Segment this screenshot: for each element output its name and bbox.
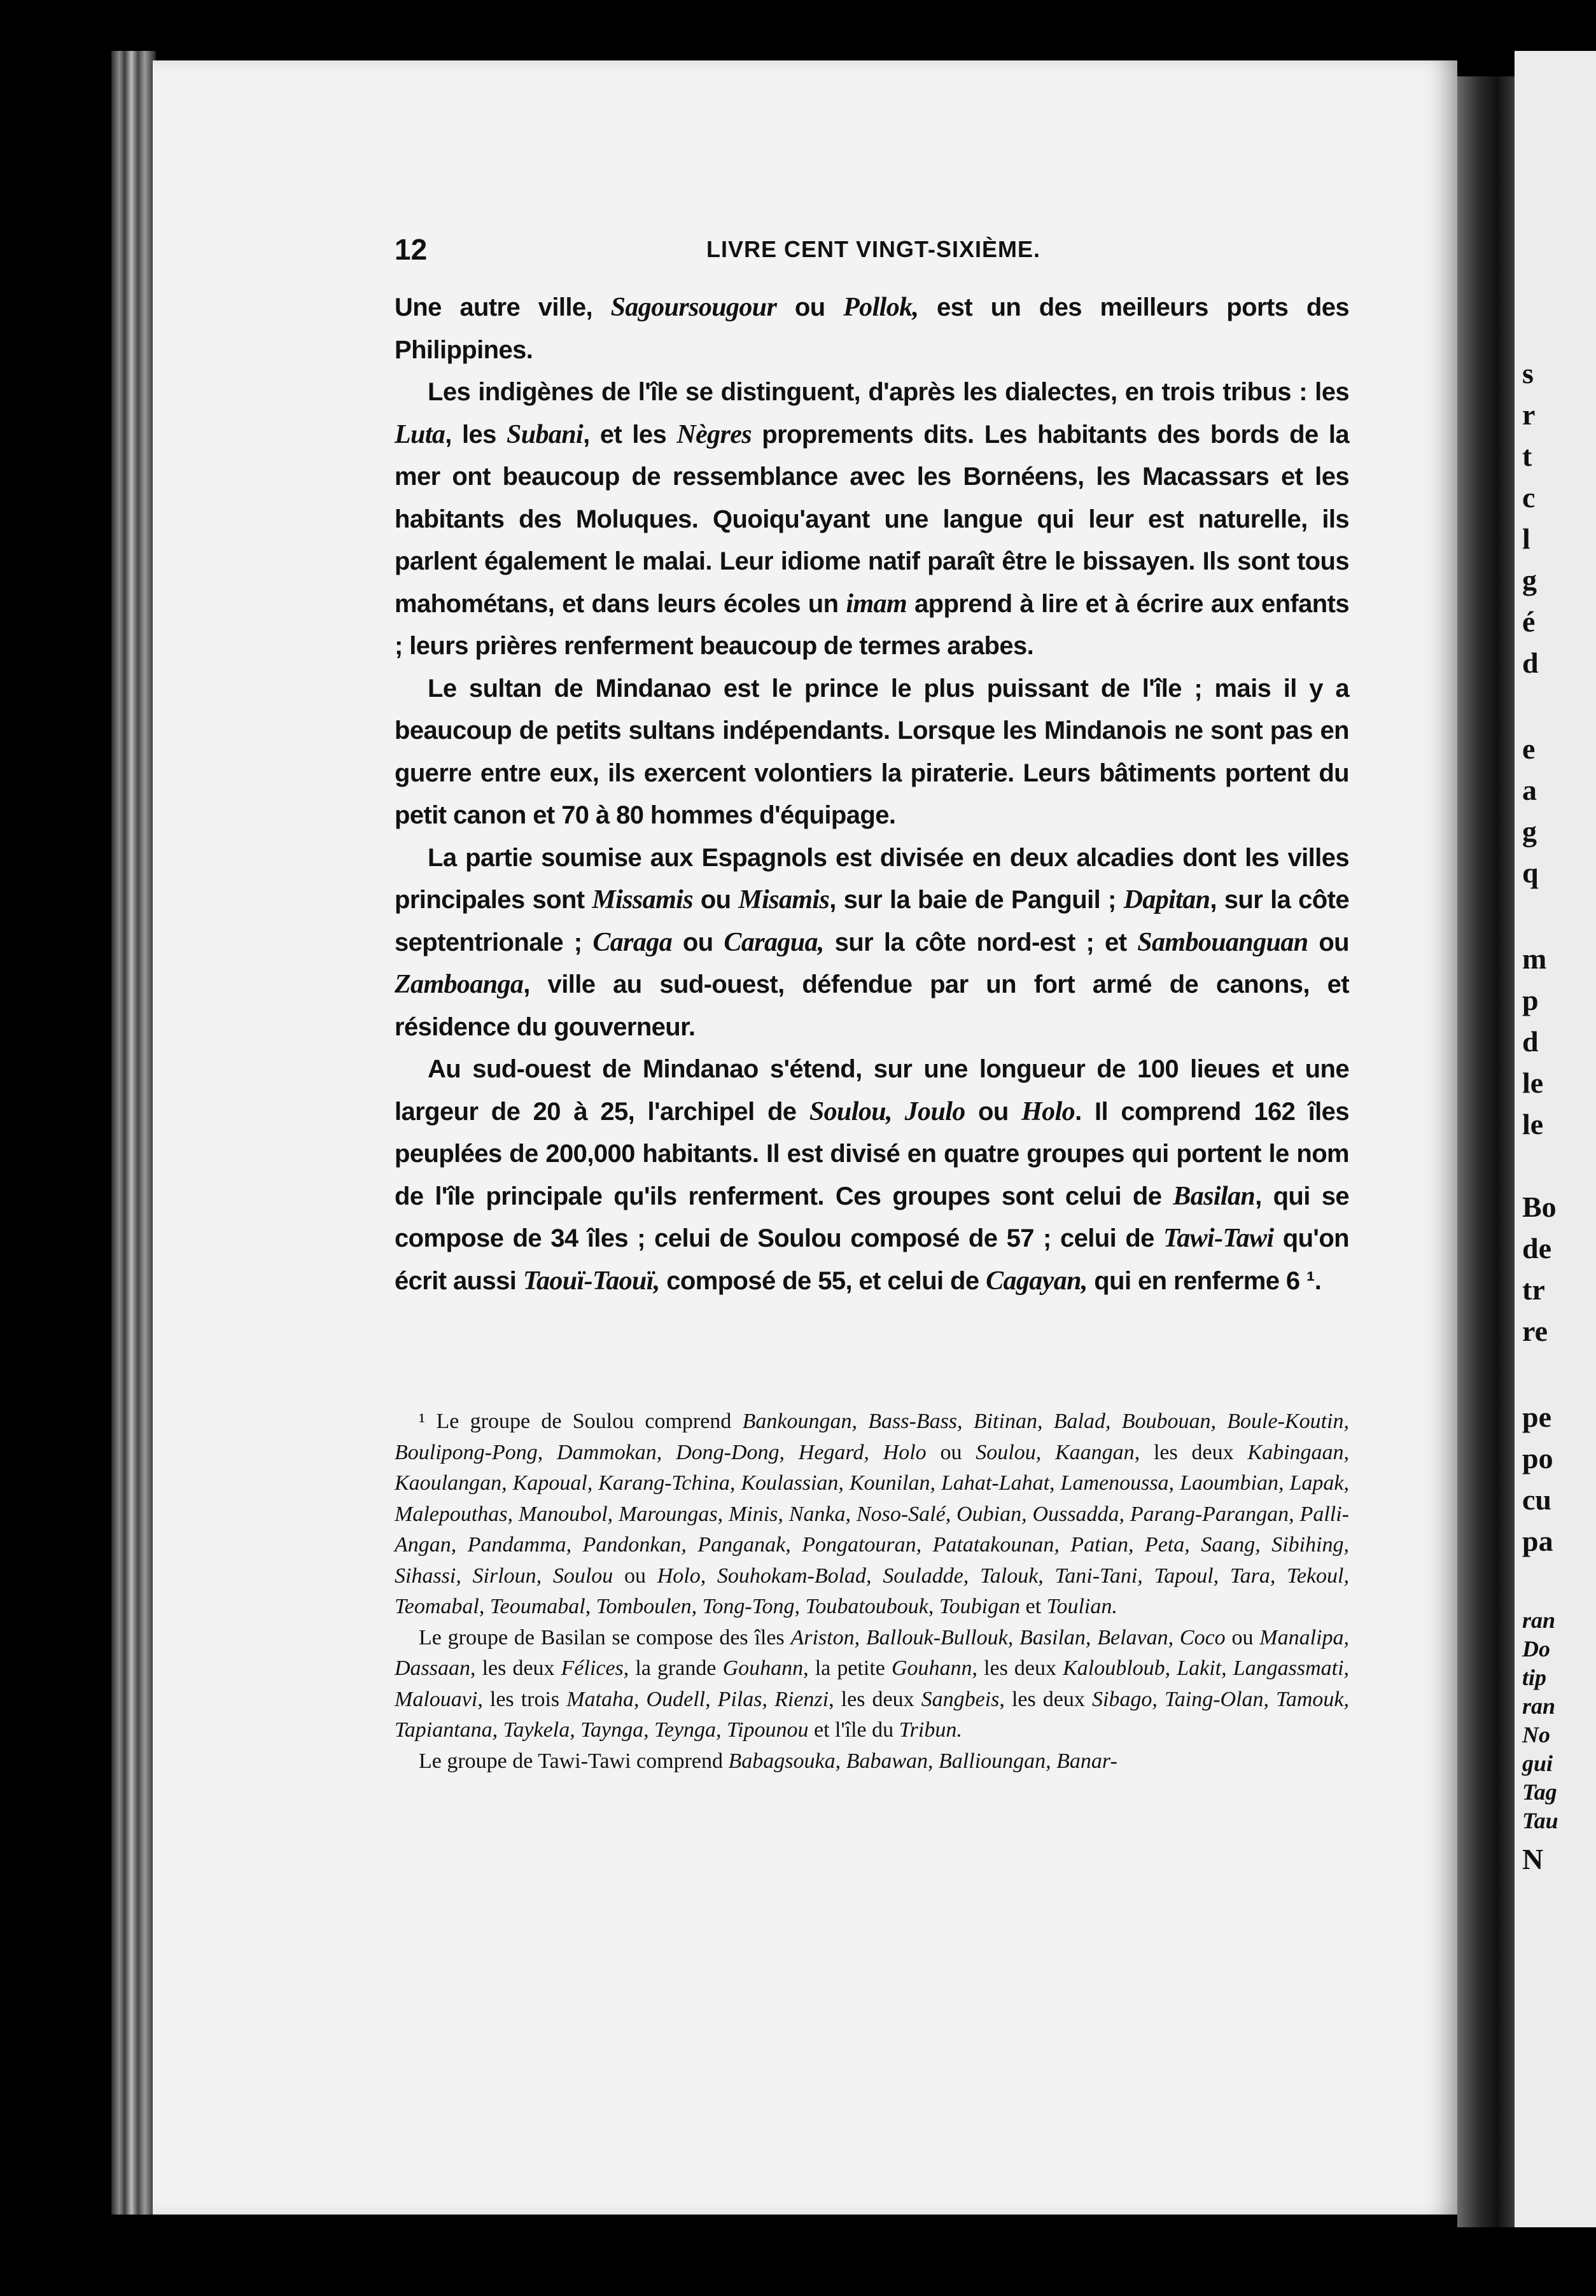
italic-term: imam: [846, 589, 907, 619]
italic-term: Holo, Souhokam-Bolad, Souladde, Talouk, Tani-Tani, Tapoul, Tara, Tekoul, Teomabal, Teoumabal, Tomboulen, Tong-Tong, Toubatoubouk, Toubigan: [395, 1564, 1349, 1618]
text-run: , la grande: [623, 1656, 723, 1680]
next-page-fragment: m: [1522, 942, 1547, 975]
next-page-fragment: Tau: [1522, 1808, 1558, 1833]
next-page-fragment: le: [1522, 1108, 1544, 1140]
page-number: 12: [395, 233, 428, 266]
text-run: , les deux: [972, 1656, 1063, 1680]
text-run: , les deux: [470, 1656, 561, 1680]
footnote: [395, 1623, 1349, 1746]
italic-term: Sibago, Taing-Olan, Tamouk, Tapiantana, Taykela, Taynga, Teynga, Tipounou: [395, 1687, 1350, 1742]
next-page-edge: [1515, 51, 1596, 2227]
next-page-fragment: cu: [1522, 1483, 1551, 1516]
italic-term: Kabingaan, Kaoulangan, Kapoual, Karang-Tchina, Koulassian, Kounilan, Lahat-Lahat, Lamenoussa, Laoumbian, Lapak, Malepouthas, Manoubol, Maroungas, Minis, Nanka, Noso-Salé, Oubian, Oussadda, Parang-Parangan, Palli-Angan, Pandamma, Pandonkan, Panganak, Pongatouran, Patatakounan, Patian, Peta, Saang, Sibihing, Sihassi, Sirloun, Soulou: [395, 1440, 1350, 1588]
body-paragraph: [395, 837, 1349, 1049]
next-page-fragment: l: [1522, 522, 1530, 555]
italic-term: Soulou, Kaangan: [976, 1440, 1135, 1464]
italic-term: Cagayan,: [986, 1266, 1088, 1296]
text-run: , ville au sud-ouest, défendue par un fort armé de canons, et résidence du gouverneur.: [395, 970, 1349, 1041]
page-gutter: [1457, 76, 1515, 2227]
body-paragraph: [395, 668, 1349, 837]
next-page-fragment: d: [1522, 647, 1539, 679]
next-page-fragment: a: [1522, 774, 1537, 806]
running-header: [395, 232, 1349, 270]
text-run: qu'on écrit aussi: [395, 1224, 1350, 1295]
next-page-fragment: pa: [1522, 1525, 1553, 1557]
text-run: ou: [613, 1564, 657, 1588]
italic-term: Luta: [395, 419, 445, 449]
italic-term: Tribun.: [899, 1718, 962, 1742]
italic-term: Sambouanguan: [1137, 927, 1308, 957]
text-run: , les: [445, 420, 507, 449]
italic-term: Zamboanga: [395, 970, 524, 999]
text-run: Le sultan de Mindanao est le prince le plus puissant de l'île ; mais il y a beaucoup de petits sultans indépendants. Lorsque les Mindanois ne sont pas en guerre entre eux, ils exercent volontiers la piraterie. Leurs bâtiments portent du petit canon et 70 à 80 hommes d'équipage.: [395, 674, 1349, 829]
text-run: , qui se compose de 34 îles ; celui de Soulou composé de 57 ; celui de: [395, 1182, 1349, 1252]
next-page-fragment: c: [1522, 481, 1536, 514]
italic-term: Caraga: [592, 927, 673, 957]
text-run: ou: [965, 1097, 1022, 1126]
italic-term: Kaloubloub, Lakit, Langassmati, Malouavi: [395, 1656, 1350, 1711]
italic-term: Gouhann: [722, 1656, 804, 1680]
text-run: , les deux: [1134, 1440, 1248, 1464]
book-spine: [111, 51, 156, 2215]
next-page-fragment: tip: [1522, 1665, 1547, 1690]
italic-term: Bankoungan, Bass-Bass, Bitinan, Balad, Boubouan, Boule-Koutin, Boulipong-Pong, Dammokan, Dong-Dong, Hegard, Holo: [395, 1410, 1349, 1464]
italic-term: Subani: [506, 419, 584, 449]
next-page-fragment: re: [1522, 1315, 1548, 1347]
next-page-fragment: r: [1522, 398, 1536, 431]
italic-term: Tawi-Tawi: [1163, 1224, 1274, 1253]
next-page-fragment: Do: [1522, 1636, 1550, 1662]
text-run: , sur la côte septentrionale ;: [395, 886, 1349, 956]
body-paragraph: [395, 1048, 1349, 1302]
italic-term: Nègres: [676, 419, 752, 449]
text-run: ou: [672, 928, 724, 956]
italic-term: Missamis: [592, 885, 693, 914]
text-run: Les indigènes de l'île se distinguent, d'après les dialectes, en trois tribus : les: [428, 378, 1349, 406]
text-run: Le groupe de Tawi-Tawi comprend: [419, 1749, 729, 1773]
italic-term: Toulian.: [1046, 1595, 1117, 1618]
text-run: ¹ Le groupe de Soulou comprend: [419, 1410, 743, 1433]
next-page-fragment: No: [1522, 1722, 1550, 1747]
text-run: Au sud-ouest de Mindanao s'étend, sur une longueur de 100 lieues et une largeur de 20 à 25, l'archipel de: [395, 1055, 1349, 1126]
text-run: proprements dits. Les habitants des bords de la mer ont beaucoup de ressemblance avec les Bornéens, les Macassars et les habitants des Moluques. Quoiqu'ayant une langue qui leur est naturelle, ils parlent également le malai. Leur idiome natif paraît être le bissayen. Ils sont tous mahométans, et dans leurs écoles un: [395, 420, 1349, 618]
text-run: et l'île du: [808, 1718, 899, 1742]
footnote: [395, 1406, 1349, 1623]
next-page-fragment: p: [1522, 984, 1539, 1016]
next-page-fragment: Bo: [1522, 1191, 1557, 1223]
next-page-fragment: g: [1522, 564, 1537, 596]
text-run: , la petite: [803, 1656, 892, 1680]
text-run: composé de 55, et celui de: [659, 1266, 986, 1295]
italic-term: Soulou, Joulo: [809, 1096, 965, 1126]
text-run: Une autre ville,: [395, 293, 611, 321]
main-text: [395, 286, 1349, 1302]
text-run: Le groupe de Basilan se compose des îles: [419, 1625, 791, 1649]
next-page-fragment: q: [1522, 857, 1539, 889]
text-run: ou: [776, 293, 844, 321]
italic-term: Basilan: [1173, 1181, 1256, 1211]
italic-term: Taouï-Taouï,: [522, 1266, 660, 1296]
italic-term: Caragua,: [724, 927, 824, 957]
next-page-fragment: e: [1522, 732, 1536, 765]
footnotes: [395, 1406, 1349, 1777]
text-run: est un des meilleurs ports des Philippines.: [395, 293, 1350, 364]
text-run: La partie soumise aux Espagnols est divisée en deux alcadies dont les villes principales sont: [395, 843, 1349, 914]
italic-term: Félices: [561, 1656, 624, 1680]
italic-term: Babagsouka, Babawan, Ballioungan, Banar-: [728, 1749, 1117, 1773]
text-run: . Il comprend 162 îles peuplées de 200,000 habitants. Il est divisé en quatre groupes qui portent le nom de l'île principale qu'ils renferment. Ces groupes sont celui de: [395, 1097, 1349, 1210]
next-page-fragment: pe: [1522, 1401, 1551, 1433]
italic-term: Sagoursougour: [610, 293, 777, 322]
italic-term: Ariston, Ballouk-Bullouk, Basilan, Belavan, Coco: [790, 1625, 1226, 1649]
next-page-fragment: g: [1522, 815, 1537, 848]
text-run: , sur la baie de Panguil ;: [829, 886, 1124, 914]
italic-term: Misamis: [738, 885, 830, 914]
italic-term: Dapitan: [1123, 885, 1210, 914]
italic-term: Gouhann: [891, 1656, 972, 1680]
text-run: sur la côte nord-est ; et: [823, 928, 1138, 956]
next-page-fragment: le: [1522, 1067, 1544, 1099]
italic-term: Manalipa, Dassaan: [395, 1625, 1350, 1680]
text-run: , et les: [583, 420, 677, 449]
next-page-fragment: tr: [1522, 1273, 1545, 1306]
next-page-fragment: s: [1522, 357, 1534, 389]
next-page-fragment: ran: [1522, 1607, 1556, 1633]
next-page-fragment: de: [1522, 1232, 1551, 1264]
text-run: , les deux: [829, 1687, 921, 1711]
text-run: apprend à lire et à écrire aux enfants ; leurs prières renferment beaucoup de termes arabes.: [395, 589, 1349, 660]
text-run: et: [1020, 1595, 1047, 1618]
text-run: ou: [1225, 1625, 1260, 1649]
italic-term: Mataha, Oudell, Pilas, Rienzi: [566, 1687, 829, 1711]
next-page-fragment: Tag: [1522, 1779, 1557, 1805]
next-page-fragment: d: [1522, 1025, 1539, 1058]
footnote: [395, 1746, 1349, 1777]
text-run: qui en renferme 6 ¹.: [1087, 1266, 1322, 1295]
text-run: , les deux: [999, 1687, 1092, 1711]
next-page-fragment: ran: [1522, 1693, 1556, 1719]
next-page-fragment: N: [1522, 1843, 1544, 1875]
next-page-fragment: gui: [1522, 1751, 1553, 1776]
text-run: ou: [1308, 928, 1349, 956]
next-page-fragment: po: [1522, 1442, 1553, 1474]
body-paragraph: [395, 371, 1349, 668]
running-title: LIVRE CENT VINGT-SIXIÈME.: [706, 236, 1041, 262]
italic-term: Pollok,: [843, 293, 919, 322]
next-page-fragment: é: [1522, 605, 1536, 638]
text-run: ou: [926, 1440, 976, 1464]
next-page-fragment: t: [1522, 440, 1532, 472]
text-run: ou: [692, 886, 739, 914]
body-paragraph: [395, 286, 1349, 371]
text-run: , les trois: [477, 1687, 567, 1711]
italic-term: Sangbeis: [921, 1687, 1000, 1711]
italic-term: Holo: [1021, 1096, 1075, 1126]
